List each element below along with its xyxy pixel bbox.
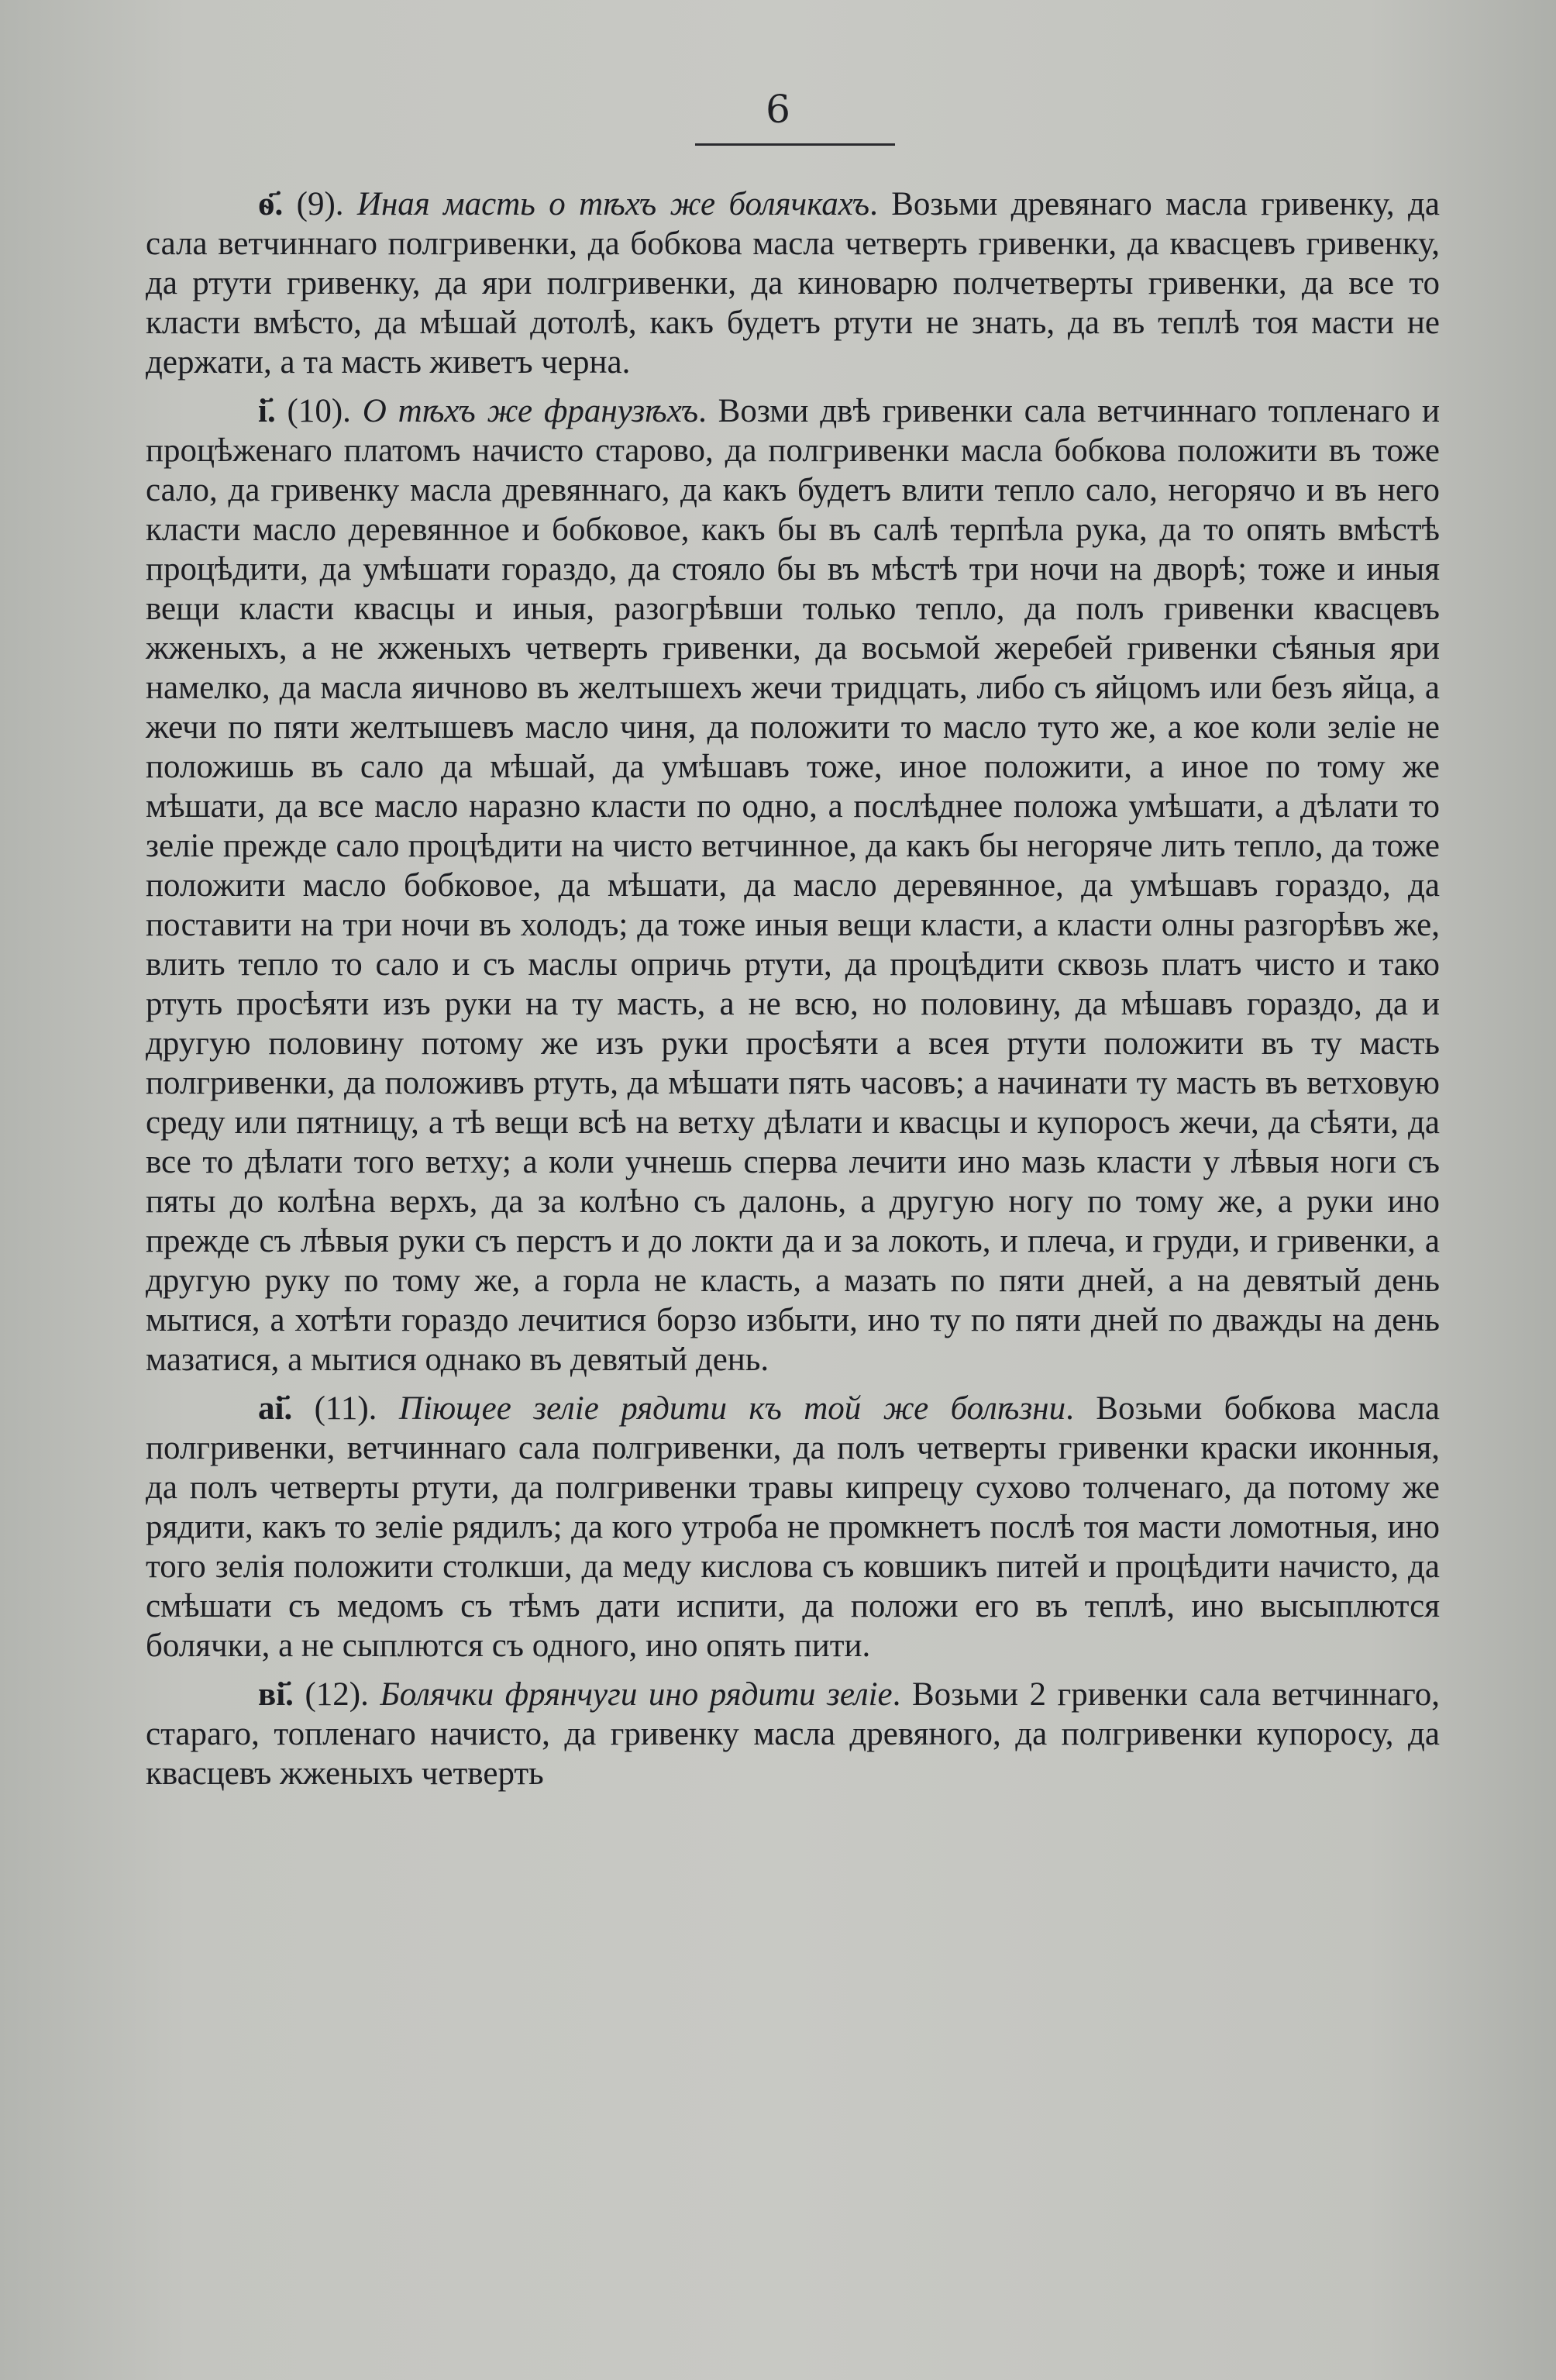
section-text: . Возьми 2 гривенки сала ветчиннаго, стараго, топленаго начисто, да гривенку масла древяного, да полгривенки купоросу, да квасцевъ жженыхъ четверть (146, 1676, 1441, 1792)
header-rule (695, 143, 895, 146)
section-text: . Возми двѣ гривенки сала ветчиннаго топленаго и процѣженаго платомъ начисто старово, да полгривенки масла бобкова положити въ тоже сало, да гривенку масла древяннаго, да какъ будетъ влити тепло сало, негорячо и въ него класти масло деревянное и бобковое, какъ бы въ салѣ терпѣла рука, да то опять вмѣстѣ процѣдити, да умѣшати гораздо, да стояло бы въ мѣстѣ три ночи на дворѣ; тоже и иныя вещи класти квасцы и иныя, разогрѣвши только тепло, да полъ гривенки квасцевъ жженыхъ, а не жженыхъ четверть гривенки, да восьмой жеребей гривенки сѣяныя яри намелко, да масла яичново въ желтышехъ жечи тридцать, либо съ яйцомъ или безъ яйца, а жечи по пяти желтышевъ масло чиня, да положити то масло туто же, а кое коли зеліе не положишь въ сало да мѣшай, да умѣшавъ тоже, иное положити, а иное по тому же мѣшати, да все масло наразно класти по одно, а послѣднее положа умѣшати, а дѣлати то зеліе прежде сало процѣдити на чисто ветчинное, да какъ бы негоряче лить тепло, да тоже положити масло бобковое, да мѣшати, да масло деревянное, да умѣшавъ гораздо, да поставити на три ночи въ холодъ; да тоже иныя вещи класти, а класти олны разгорѣвъ же, влить тепло то сало и съ маслы опричь ртути, да процѣдити сквозь платъ чисто и тако ртуть просѣяти изъ руки на ту масть, а не всю, но половину, да мѣшавъ гораздо, да и другую половину потому же изъ руки просѣяти а всея ртути положити въ ту масть полгривенки, да положивъ ртуть, да мѣшати пять часовъ; а начинати ту масть въ ветховую среду или пятницу, а тѣ вещи всѣ на ветху дѣлати и квасцы и купоросъ жечи, да сѣяти, да все то дѣлати того ветху; а коли учнешь сперва лечити ино мазь класти у лѣвыя ноги съ пяты до колѣна верхъ, да за колѣно съ далонь, а другую ногу по тому же, а руки ино прежде съ лѣвыя руки съ перстъ и до локти да и за локоть, и плеча, и груди, и гривенки, а другую руку по тому же, а горла не класть, а мазать по пяти дней, а на девятый день мытися, а хотѣти гораздо лечитися борзо избыти, ино ту по пяти дней по дважды на день мазатися, а мытися однако въ девятый день. (146, 393, 1440, 1378)
paragraph-11 (146, 1389, 1440, 1665)
section-marker: аі҃. (258, 1390, 293, 1427)
paragraph-12 (146, 1675, 1440, 1793)
section-title: Болячки фрянчуги ино рядити зеліе (380, 1676, 893, 1713)
section-title: Иная масть о тѣхъ же болячкахъ (356, 186, 870, 222)
section-number: (12). (293, 1676, 380, 1713)
section-marker: ѳ҃. (258, 186, 284, 222)
paragraph-9 (146, 184, 1440, 382)
section-text: . Возьми бобкова масла полгривенки, ветчиннаго сала полгривенки, да полъ четверты гривенки краски иконныя, да полъ четверты ртути, да полгривенки травы кипрецу сухово толченаго, да потому же рядити, какъ то зеліе рядилъ; да кого утроба не промкнетъ послѣ тоя масти ломотныя, ино того зелія положити столкши, да меду кислова съ ковшикъ питей и процѣдити начисто, да смѣшати съ медомъ съ тѣмъ дати испити, да положи его въ теплѣ, ино высыплются болячки, а не сыплются съ одного, ино опять пити. (146, 1390, 1440, 1664)
section-text: . Возьми древянаго масла гривенку, да сала ветчиннаго полгривенки, да бобкова масла четверть гривенки, да квасцевъ гривенку, да ртути гривенку, да яри полгривенки, да киноварю полчетверты гривенки, да все то класти вмѣсто, да мѣшай дотолѣ, какъ будетъ ртути не знать, да въ теплѣ тоя масти не держати, а та масть живетъ черна. (146, 186, 1441, 381)
section-title: Піющее зеліе рядити къ той же болѣзни (398, 1390, 1066, 1427)
page-number: 6 (766, 87, 790, 132)
section-title: О тѣхъ же франузѣхъ (362, 393, 699, 429)
section-number: (10). (275, 393, 363, 429)
body-text (146, 184, 1440, 1793)
section-number: (11). (292, 1390, 399, 1427)
paragraph-10 (146, 391, 1440, 1379)
section-marker: ві҃. (258, 1676, 294, 1713)
section-number: (9). (283, 186, 357, 222)
section-marker: і҃. (258, 393, 276, 429)
